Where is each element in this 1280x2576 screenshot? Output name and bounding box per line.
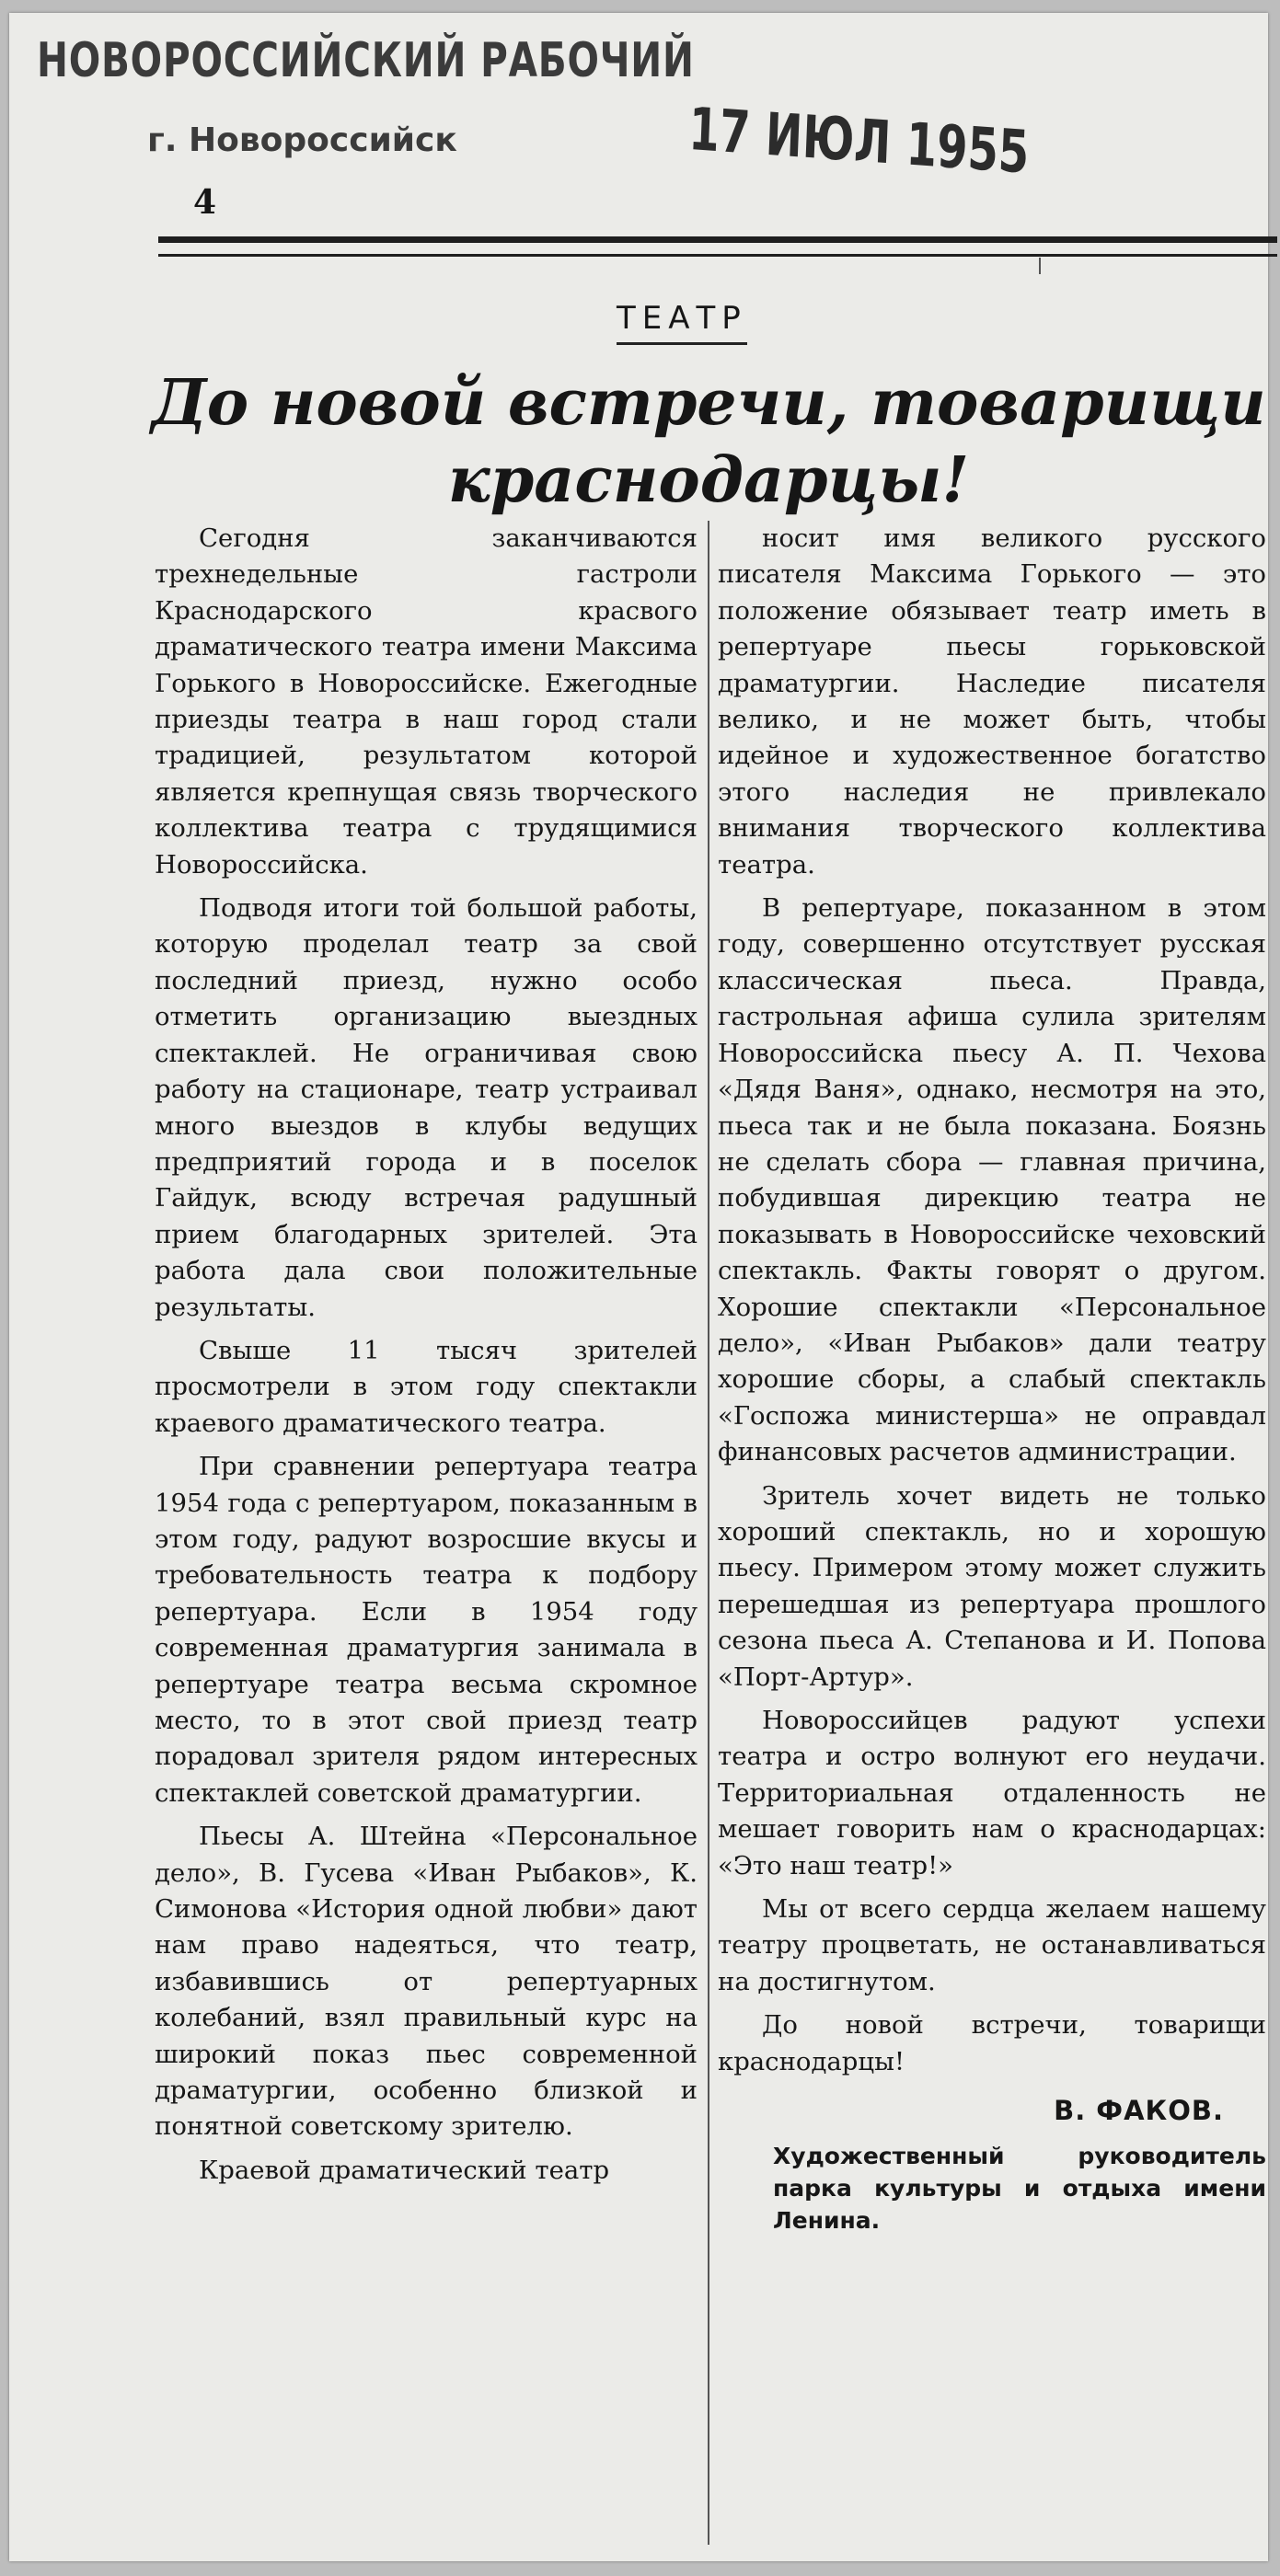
paragraph: Новороссийцев радуют успехи театра и остро волнуют его неудачи. Территориальная отдаленность не мешает говорить нам о краснодарцах: «Это наш театр!» (718, 1706, 1266, 1880)
article-left-column (155, 521, 698, 2196)
rubric-label: ТЕАТР (617, 300, 747, 345)
header-column-divider (1039, 258, 1041, 274)
date-stamp: 17 ИЮЛ 1955 (687, 96, 1031, 188)
paragraph: Пьесы А. Штейна «Персональное дело», В. Гусева «Иван Рыбаков», К. Симонова «История одной любви» дают нам право надеяться, что театр, избавившись от репертуарных колебаний, взял правильный курс на широкий показ пьес современной драматургии, особенно близкой и понятной советскому зрителю. (155, 1822, 698, 2142)
paragraph: Краевой драматический театр (199, 2155, 610, 2185)
city-stamp: г. Новороссийск (147, 121, 457, 159)
paragraph: В репертуаре, показанном в этом году, совершенно отсутствует русская классическая пьеса. Правда, гастрольная афиша сулила зрителям Новороссийска пьесу А. П. Чехова «Дядя Ваня», однако, несмотря на это, пьеса так и не была показана. Боязнь не сделать сбора — главная причина, побудившая дирекцию театра не показывать в Новороссийске чеховский спектакль. Факты говорят о другом. Хорошие спектакли «Персональное дело», «Иван Рыбаков» дали театру хорошие сборы, а слабый спектакль «Госпожа министерша» не оправдал финансовых расчетов администрации. (718, 893, 1266, 1467)
paragraph: Свыше 11 тысяч зрителей просмотрели в этом году спектакли краевого драматического театра. (155, 1335, 698, 1438)
paragraph: При сравнении репертуара театра 1954 года с репертуаром, показанным в этом году, радуют возросшие вкусы и требовательность театра к подбору репертуара. Если в 1954 году современная драматургия занимала в репертуаре театра весьма скромное место, то в этот свой приезд театр порадовал зрителя рядом интересных спектаклей советской драматургии. (155, 1452, 698, 1808)
article-right-column (718, 521, 1266, 2237)
paragraph: Мы от всего сердца желаем нашему театру процветать, не останавливаться на достигнутом. (718, 1894, 1266, 1996)
article-headline: До новой встречи, товарищи краснодарцы! (151, 366, 1266, 517)
column-divider (708, 521, 709, 2545)
paragraph: носит имя великого русского писателя Максима Горького — это положение обязывает театр иметь в репертуаре пьесы горьковской драматургии. Наследие писателя велико, и не может быть, чтобы идейное и художественное богатство этого наследия не привлекало внимания творческого коллектива театра. (718, 523, 1266, 880)
paragraph: До новой встречи, товарищи краснодарцы! (718, 2010, 1266, 2076)
paragraph: Зритель хочет видеть не только хороший спектакль, но и хорошую пьесу. Примером этому может служить перешедшая из репертуара прошлого сезона пьеса А. Степанова и И. Попова «Порт-Артур». (718, 1480, 1266, 1692)
newspaper-clipping (9, 13, 1268, 2561)
author-title: Художественный руководитель парка культуры и отдыха имени Ленина. (773, 2143, 1266, 2235)
newspaper-name-stamp: НОВОРОССИЙСКИЙ РАБОЧИЙ (37, 33, 695, 88)
page-number: 4 (193, 183, 217, 222)
header-rule-thin (158, 254, 1277, 257)
paragraph: Сегодня заканчиваются трехнедельные гастроли Краснодарского красвого драматического театра имени Максима Горького в Новороссийске. Ежегодные приезды театра в наш город стали традицией, результатом которой является крепнущая связь творческого коллектива театра с трудящимися Новороссийска. (155, 523, 698, 880)
paragraph: Подводя итоги той большой работы, которую проделал театр за свой последний приезд, нужно особо отметить организацию выездных спектаклей. Не ограничивая свою работу на стационаре, театр устраивал много выездов в клубы ведущих предприятий города и в поселок Гайдук, всюду встречая радушный прием благодарных зрителей. Эта работа дала свои положительные результаты. (155, 893, 698, 1322)
author-signature: В. ФАКОВ. (1054, 2095, 1224, 2127)
header-rule-thick (158, 236, 1277, 243)
